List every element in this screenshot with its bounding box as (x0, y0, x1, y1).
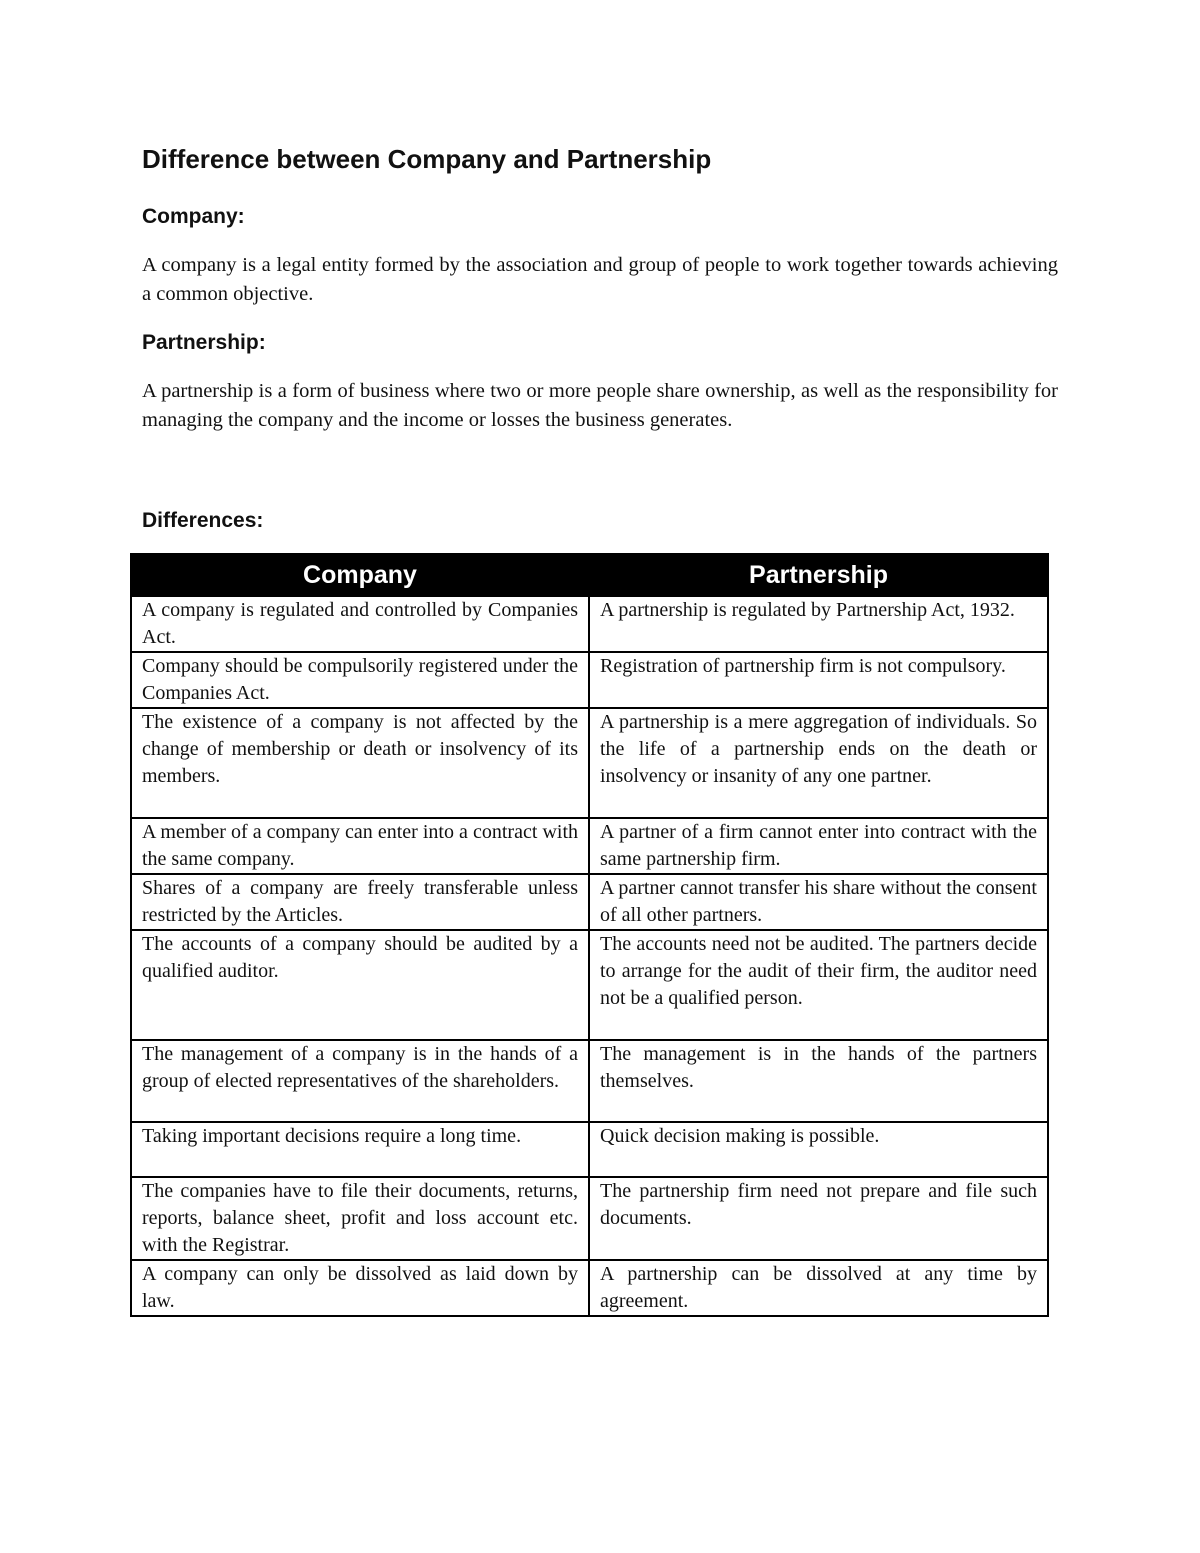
company-cell: The existence of a company is not affected by the change of membership or death or insolvency of its members. (131, 708, 589, 818)
company-cell: A company is regulated and controlled by Companies Act. (131, 596, 589, 652)
company-cell: Taking important decisions require a long time. (131, 1122, 589, 1177)
table-row (131, 708, 1048, 818)
company-cell: Company should be compulsorily registered under the Companies Act. (131, 652, 589, 708)
document-title: Difference between Company and Partnership (142, 144, 712, 174)
table-row (131, 1177, 1048, 1260)
table-row (131, 652, 1048, 708)
table-row (131, 1040, 1048, 1122)
differences-table (130, 553, 1049, 1317)
partnership-cell: A partnership is a mere aggregation of individuals. So the life of a partnership ends on the death or insolvency or insanity of any one partner. (589, 708, 1048, 818)
partnership-cell: A partnership is regulated by Partnership Act, 1932. (589, 596, 1048, 652)
partnership-cell: A partner cannot transfer his share without the consent of all other partners. (589, 874, 1048, 930)
table-row (131, 1260, 1048, 1316)
table-row (131, 596, 1048, 652)
company-cell: Shares of a company are freely transferable unless restricted by the Articles. (131, 874, 589, 930)
column-header-company: Company (131, 554, 589, 596)
company-cell: A company can only be dissolved as laid down by law. (131, 1260, 589, 1316)
company-heading: Company: (142, 205, 245, 228)
table-row (131, 874, 1048, 930)
partnership-definition: A partnership is a form of business where two or more people share ownership, as well as the responsibility for managing the company and the income or losses the business generates. (142, 380, 1058, 431)
partnership-cell: A partner of a firm cannot enter into contract with the same partnership firm. (589, 818, 1048, 874)
company-definition: A company is a legal entity formed by the association and group of people to work together towards achieving a common objective. (142, 254, 1058, 305)
table-row (131, 1122, 1048, 1177)
partnership-cell: Quick decision making is possible. (589, 1122, 1048, 1177)
company-cell: The accounts of a company should be audited by a qualified auditor. (131, 930, 589, 1040)
company-cell: A member of a company can enter into a contract with the same company. (131, 818, 589, 874)
partnership-heading: Partnership: (142, 331, 266, 354)
partnership-cell: The accounts need not be audited. The partners decide to arrange for the audit of their firm, the auditor need not be a qualified person. (589, 930, 1048, 1040)
table-row (131, 818, 1048, 874)
company-cell: The management of a company is in the hands of a group of elected representatives of the shareholders. (131, 1040, 589, 1122)
company-cell: The companies have to file their documents, returns, reports, balance sheet, profit and loss account etc. with the Registrar. (131, 1177, 589, 1260)
table-row (131, 930, 1048, 1040)
table-header-row (131, 554, 1048, 596)
partnership-cell: Registration of partnership firm is not compulsory. (589, 652, 1048, 708)
partnership-cell: The partnership firm need not prepare and file such documents. (589, 1177, 1048, 1260)
partnership-cell: A partnership can be dissolved at any time by agreement. (589, 1260, 1048, 1316)
partnership-cell: The management is in the hands of the partners themselves. (589, 1040, 1048, 1122)
column-header-partnership: Partnership (589, 554, 1048, 596)
differences-heading: Differences: (142, 509, 264, 532)
